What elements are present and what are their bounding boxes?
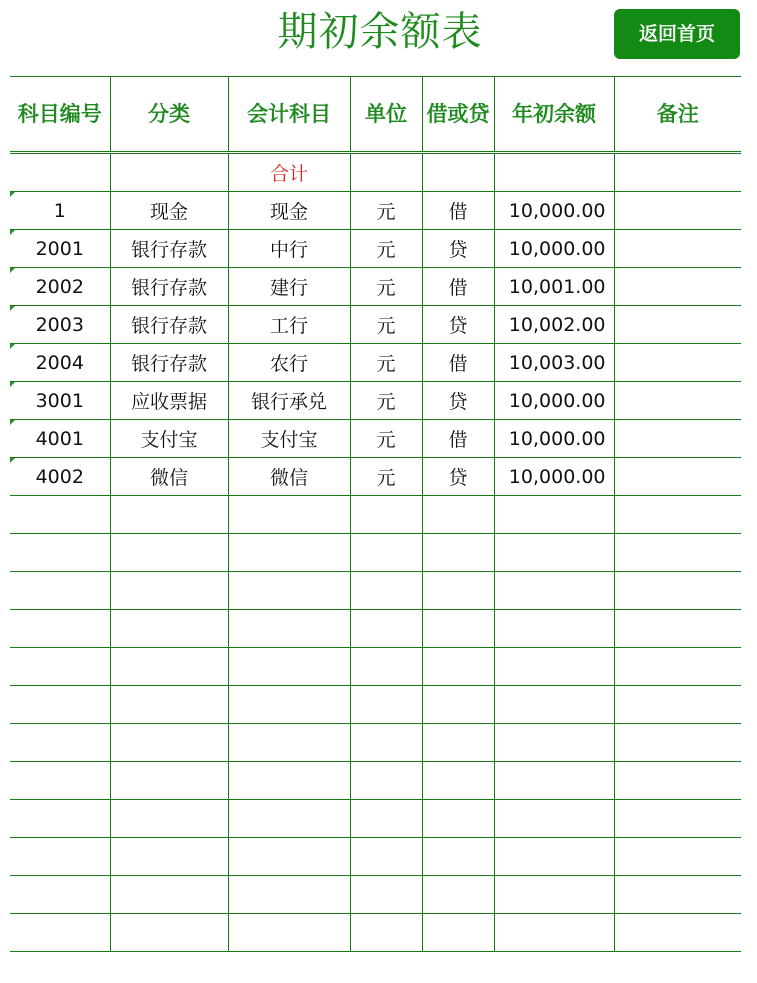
empty-unit-cell[interactable] (350, 496, 422, 534)
empty-unit-cell[interactable] (350, 648, 422, 686)
cell-indicator-icon (10, 458, 15, 463)
table-row (10, 306, 741, 344)
empty-account-cell[interactable] (228, 496, 350, 534)
empty-row (10, 572, 741, 610)
category-cell[interactable]: 银行存款 (110, 306, 228, 344)
note-cell[interactable] (614, 306, 741, 344)
empty-account-cell[interactable] (228, 686, 350, 724)
empty-account-code-cell[interactable] (10, 610, 110, 648)
empty-note-cell[interactable] (614, 724, 741, 762)
empty-note-cell[interactable] (614, 876, 741, 914)
note-cell[interactable] (614, 230, 741, 268)
note-cell[interactable] (614, 192, 741, 230)
empty-category-cell[interactable] (110, 648, 228, 686)
empty-category-cell[interactable] (110, 686, 228, 724)
empty-balance-cell[interactable] (494, 648, 614, 686)
empty-direction-cell[interactable] (422, 534, 494, 572)
balance-cell[interactable]: 10,000.00 (494, 230, 614, 268)
empty-direction-cell[interactable] (422, 648, 494, 686)
empty-note-cell[interactable] (614, 838, 741, 876)
balance-cell[interactable]: 10,000.00 (494, 458, 614, 496)
empty-account-cell[interactable] (228, 724, 350, 762)
cell-indicator-icon (10, 192, 15, 197)
category-cell[interactable]: 银行存款 (110, 230, 228, 268)
note-cell[interactable] (614, 382, 741, 420)
empty-row (10, 496, 741, 534)
empty-account-code-cell[interactable] (10, 572, 110, 610)
note-cell[interactable] (614, 344, 741, 382)
return-home-button[interactable]: 返回首页 (614, 9, 740, 59)
empty-category-cell[interactable] (110, 724, 228, 762)
account-code-cell[interactable] (10, 344, 110, 382)
empty-account-cell[interactable] (228, 610, 350, 648)
column-header-unit[interactable]: 单位 (350, 77, 422, 153)
account-code-cell[interactable] (10, 382, 110, 420)
empty-balance-cell[interactable] (494, 876, 614, 914)
empty-row (10, 724, 741, 762)
total-unit-cell[interactable] (350, 153, 422, 192)
empty-note-cell[interactable] (614, 762, 741, 800)
column-header-category[interactable]: 分类 (110, 77, 228, 153)
empty-category-cell[interactable] (110, 496, 228, 534)
opening-balance-table (10, 76, 741, 952)
total-row (10, 153, 741, 192)
account-code-text: 2004 (35, 351, 84, 374)
cell-indicator-icon (10, 420, 15, 425)
empty-balance-cell[interactable] (494, 762, 614, 800)
empty-balance-cell[interactable] (494, 610, 614, 648)
unit-cell[interactable]: 元 (350, 458, 422, 496)
unit-cell[interactable]: 元 (350, 306, 422, 344)
empty-direction-cell[interactable] (422, 724, 494, 762)
cell-indicator-icon (10, 268, 15, 273)
empty-unit-cell[interactable] (350, 762, 422, 800)
total-balance-cell[interactable] (494, 153, 614, 192)
empty-account-cell[interactable] (228, 648, 350, 686)
empty-row (10, 800, 741, 838)
empty-note-cell[interactable] (614, 572, 741, 610)
empty-note-cell[interactable] (614, 534, 741, 572)
empty-row (10, 762, 741, 800)
empty-balance-cell[interactable] (494, 534, 614, 572)
balance-cell[interactable]: 10,000.00 (494, 382, 614, 420)
account-code-text: 2001 (35, 237, 84, 260)
account-code-cell[interactable] (10, 306, 110, 344)
empty-account-cell[interactable] (228, 876, 350, 914)
empty-unit-cell[interactable] (350, 800, 422, 838)
category-cell[interactable]: 支付宝 (110, 420, 228, 458)
empty-direction-cell[interactable] (422, 762, 494, 800)
empty-note-cell[interactable] (614, 686, 741, 724)
empty-account-code-cell[interactable] (10, 876, 110, 914)
empty-direction-cell[interactable] (422, 686, 494, 724)
unit-cell[interactable]: 元 (350, 230, 422, 268)
empty-balance-cell[interactable] (494, 800, 614, 838)
account-cell[interactable]: 现金 (228, 192, 350, 230)
empty-unit-cell[interactable] (350, 534, 422, 572)
empty-account-cell[interactable] (228, 534, 350, 572)
account-code-cell[interactable] (10, 458, 110, 496)
cell-indicator-icon (10, 230, 15, 235)
empty-account-code-cell[interactable] (10, 800, 110, 838)
balance-cell[interactable]: 10,001.00 (494, 268, 614, 306)
empty-category-cell[interactable] (110, 534, 228, 572)
column-header-account-code[interactable]: 科目编号 (10, 77, 110, 153)
account-cell[interactable]: 建行 (228, 268, 350, 306)
empty-unit-cell[interactable] (350, 724, 422, 762)
direction-cell[interactable]: 贷 (422, 306, 494, 344)
empty-balance-cell[interactable] (494, 572, 614, 610)
unit-cell[interactable]: 元 (350, 382, 422, 420)
empty-account-code-cell[interactable] (10, 838, 110, 876)
empty-account-cell[interactable] (228, 838, 350, 876)
empty-account-code-cell[interactable] (10, 648, 110, 686)
direction-cell[interactable]: 借 (422, 192, 494, 230)
unit-cell[interactable]: 元 (350, 420, 422, 458)
balance-cell[interactable]: 10,000.00 (494, 420, 614, 458)
account-code-cell[interactable] (10, 230, 110, 268)
account-code-cell[interactable] (10, 268, 110, 306)
empty-account-code-cell[interactable] (10, 534, 110, 572)
account-cell[interactable]: 支付宝 (228, 420, 350, 458)
empty-row (10, 648, 741, 686)
empty-unit-cell[interactable] (350, 686, 422, 724)
direction-cell[interactable]: 贷 (422, 458, 494, 496)
empty-unit-cell[interactable] (350, 876, 422, 914)
unit-cell[interactable]: 元 (350, 192, 422, 230)
note-cell[interactable] (614, 420, 741, 458)
header-row (10, 77, 741, 153)
empty-row (10, 534, 741, 572)
empty-account-code-cell[interactable] (10, 914, 110, 952)
empty-account-code-cell[interactable] (10, 762, 110, 800)
empty-account-code-cell[interactable] (10, 724, 110, 762)
empty-direction-cell[interactable] (422, 876, 494, 914)
empty-category-cell[interactable] (110, 610, 228, 648)
empty-category-cell[interactable] (110, 762, 228, 800)
empty-category-cell[interactable] (110, 914, 228, 952)
empty-balance-cell[interactable] (494, 914, 614, 952)
empty-direction-cell[interactable] (422, 914, 494, 952)
total-code-cell[interactable] (10, 153, 110, 192)
category-cell[interactable]: 应收票据 (110, 382, 228, 420)
empty-account-cell[interactable] (228, 800, 350, 838)
balance-cell[interactable]: 10,000.00 (494, 192, 614, 230)
account-code-cell[interactable] (10, 192, 110, 230)
category-cell[interactable]: 银行存款 (110, 344, 228, 382)
direction-cell[interactable]: 贷 (422, 382, 494, 420)
table-row (10, 382, 741, 420)
empty-account-cell[interactable] (228, 762, 350, 800)
table-row (10, 192, 741, 230)
empty-category-cell[interactable] (110, 572, 228, 610)
account-code-text: 2002 (35, 275, 84, 298)
empty-unit-cell[interactable] (350, 914, 422, 952)
column-header-account[interactable]: 会计科目 (228, 77, 350, 153)
empty-row (10, 610, 741, 648)
cell-indicator-icon (10, 344, 15, 349)
total-label-cell[interactable]: 合计 (228, 153, 350, 192)
empty-row (10, 876, 741, 914)
empty-direction-cell[interactable] (422, 838, 494, 876)
empty-balance-cell[interactable] (494, 496, 614, 534)
empty-category-cell[interactable] (110, 800, 228, 838)
account-code-text: 4001 (35, 427, 84, 450)
total-category-cell[interactable] (110, 153, 228, 192)
balance-cell[interactable]: 10,003.00 (494, 344, 614, 382)
account-cell[interactable]: 微信 (228, 458, 350, 496)
account-code-text: 1 (53, 199, 66, 222)
unit-cell[interactable]: 元 (350, 268, 422, 306)
empty-account-code-cell[interactable] (10, 686, 110, 724)
cell-indicator-icon (10, 382, 15, 387)
direction-cell[interactable]: 贷 (422, 230, 494, 268)
empty-direction-cell[interactable] (422, 610, 494, 648)
table-row (10, 268, 741, 306)
note-cell[interactable] (614, 458, 741, 496)
empty-note-cell[interactable] (614, 610, 741, 648)
empty-unit-cell[interactable] (350, 572, 422, 610)
category-cell[interactable]: 现金 (110, 192, 228, 230)
table-row (10, 420, 741, 458)
empty-note-cell[interactable] (614, 648, 741, 686)
unit-cell[interactable]: 元 (350, 344, 422, 382)
empty-row (10, 686, 741, 724)
table-row (10, 344, 741, 382)
column-header-debit-credit[interactable]: 借或贷 (422, 77, 494, 153)
direction-cell[interactable]: 借 (422, 268, 494, 306)
account-code-text: 3001 (35, 389, 84, 412)
account-cell[interactable]: 中行 (228, 230, 350, 268)
total-direction-cell[interactable] (422, 153, 494, 192)
empty-direction-cell[interactable] (422, 496, 494, 534)
empty-unit-cell[interactable] (350, 838, 422, 876)
empty-row (10, 914, 741, 952)
empty-category-cell[interactable] (110, 838, 228, 876)
direction-cell[interactable]: 借 (422, 420, 494, 458)
note-cell[interactable] (614, 268, 741, 306)
balance-cell[interactable]: 10,002.00 (494, 306, 614, 344)
empty-note-cell[interactable] (614, 496, 741, 534)
empty-unit-cell[interactable] (350, 610, 422, 648)
page-title: 期初余额表 (277, 9, 483, 55)
total-note-cell[interactable] (614, 153, 741, 192)
empty-note-cell[interactable] (614, 800, 741, 838)
empty-balance-cell[interactable] (494, 686, 614, 724)
direction-cell[interactable]: 借 (422, 344, 494, 382)
empty-direction-cell[interactable] (422, 800, 494, 838)
account-code-cell[interactable] (10, 420, 110, 458)
empty-account-cell[interactable] (228, 572, 350, 610)
empty-row (10, 838, 741, 876)
account-code-text: 2003 (35, 313, 84, 336)
table-row (10, 458, 741, 496)
column-header-opening-balance[interactable]: 年初余额 (494, 77, 614, 153)
account-cell[interactable]: 工行 (228, 306, 350, 344)
account-cell[interactable]: 银行承兑 (228, 382, 350, 420)
category-cell[interactable]: 银行存款 (110, 268, 228, 306)
empty-note-cell[interactable] (614, 914, 741, 952)
empty-account-cell[interactable] (228, 914, 350, 952)
empty-balance-cell[interactable] (494, 724, 614, 762)
empty-category-cell[interactable] (110, 876, 228, 914)
account-code-text: 4002 (35, 465, 84, 488)
account-cell[interactable]: 农行 (228, 344, 350, 382)
column-header-note[interactable]: 备注 (614, 77, 741, 153)
empty-balance-cell[interactable] (494, 838, 614, 876)
cell-indicator-icon (10, 306, 15, 311)
empty-account-code-cell[interactable] (10, 496, 110, 534)
table-row (10, 230, 741, 268)
category-cell[interactable]: 微信 (110, 458, 228, 496)
empty-direction-cell[interactable] (422, 572, 494, 610)
